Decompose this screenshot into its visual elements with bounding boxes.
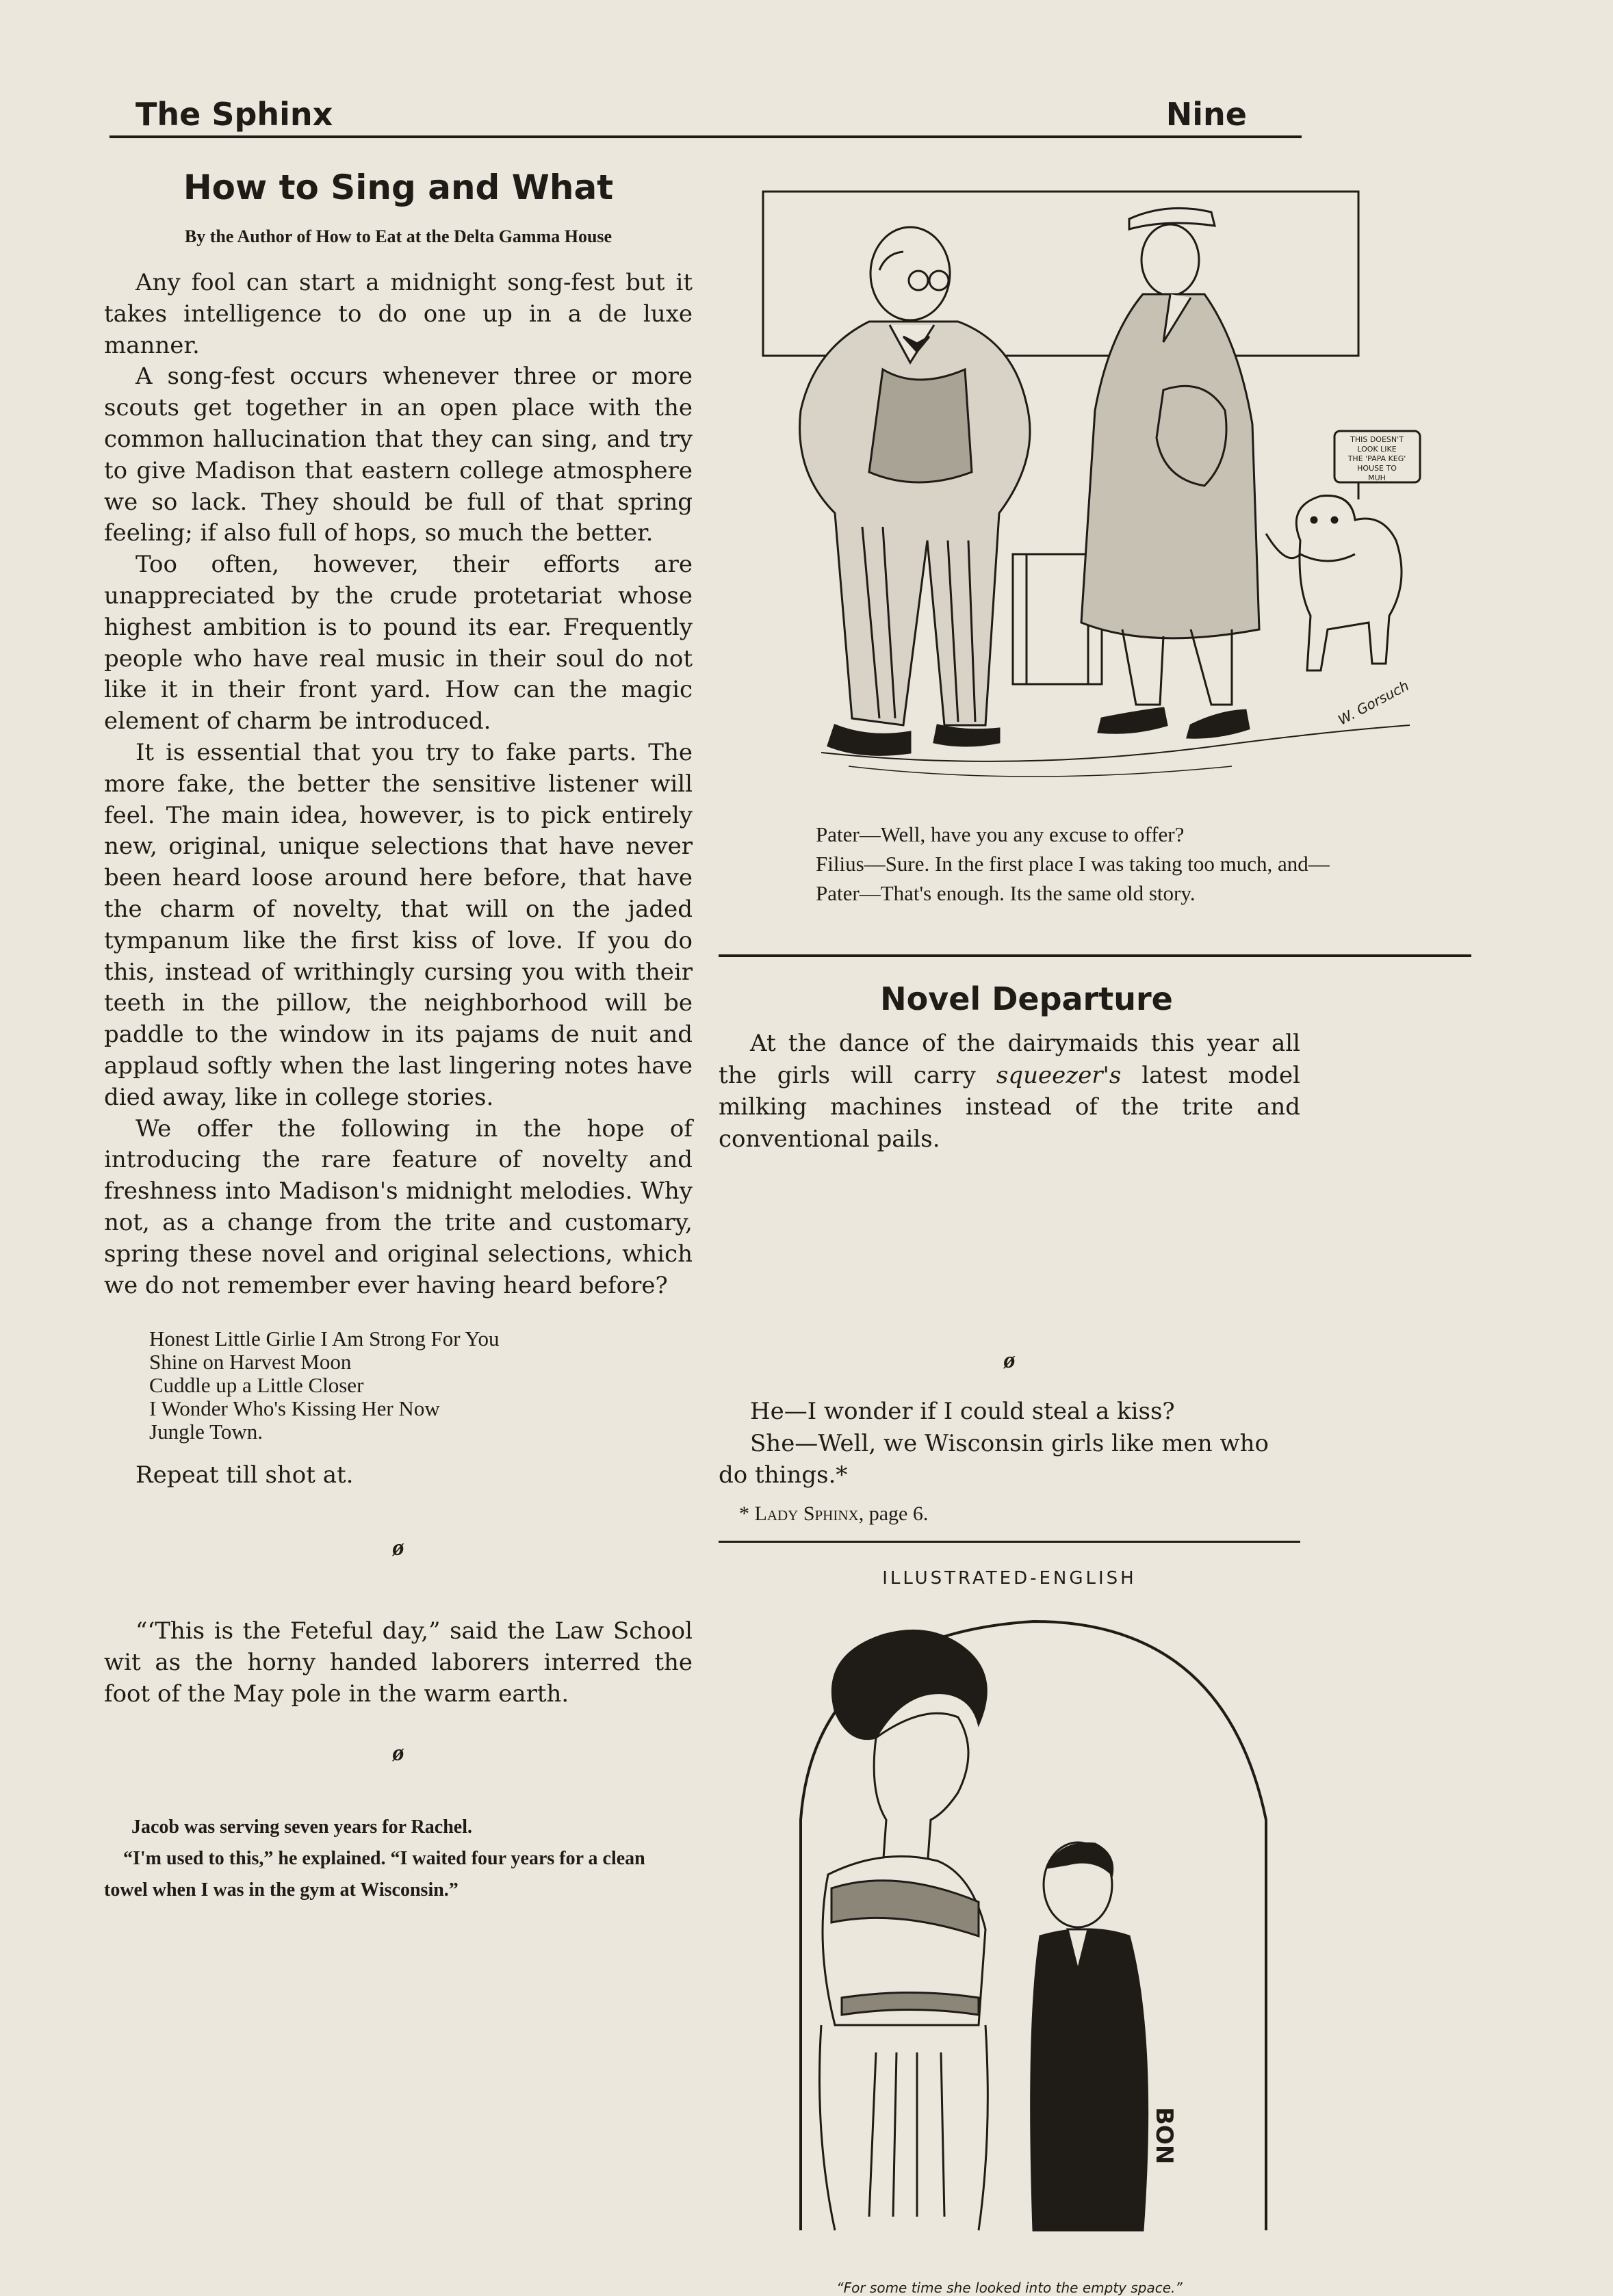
song-title: Jungle Town. xyxy=(149,1420,263,1444)
article-paragraph: Any fool can start a midnight song-fest but it takes intelligence to do one up in a de luxe manner. xyxy=(104,269,693,359)
jacob-line: “I'm used to this,” he explained. “I waited four years for a clean towel when I was in the gym at Wisconsin.” xyxy=(104,1847,645,1901)
article-paragraph: A song-fest occurs whenever three or more scouts get together in an open place with the common hallucination that they can sing, and try to give Madison that eastern college atmosphere we so lack. They should be full of that spring feeling; if also full of hops, so much the better. xyxy=(104,363,693,547)
song-title: Cuddle up a Little Closer xyxy=(149,1373,364,1398)
song-title: Honest Little Girlie I Am Strong For You xyxy=(149,1327,500,1351)
illustrated-english-cartoon xyxy=(773,1615,1362,2271)
caption-line: Pater—Well, have you any excuse to offer? xyxy=(816,822,1185,846)
article-paragraph: We offer the following in the hope of introducing the rare feature of novelty and freshness into Madison's midnight melodies. Why not, as a change from the trite and customary, spring these novel and original selections, which we do not remember ever having heard before? xyxy=(104,1114,693,1299)
leaf-divider-icon: ø xyxy=(392,1740,404,1766)
bubble-line: MUH xyxy=(1368,473,1386,482)
bubble-line: THE 'PAPA KEG' xyxy=(1347,454,1406,463)
song-title: Shine on Harvest Moon xyxy=(149,1350,352,1374)
bubble-line: HOUSE TO xyxy=(1357,464,1397,473)
cartoon-signature: W. Gorsuch xyxy=(1335,677,1412,729)
song-list xyxy=(149,1327,693,1444)
novel-text-italic: squeezer's xyxy=(996,1061,1122,1089)
page-number: Nine xyxy=(1165,96,1247,133)
footnote-page: , page 6. xyxy=(858,1502,929,1525)
footnote-source: Lady Sphinx xyxy=(754,1502,859,1525)
novel-departure-title: Novel Departure xyxy=(880,980,1173,1017)
section-rule xyxy=(719,1541,1300,1543)
section-rule xyxy=(719,954,1471,957)
article-byline: By the Author of How to Eat at the Delta Gamma House xyxy=(184,226,612,246)
kiss-line: She—Well, we Wisconsin girls like men who do things.* xyxy=(719,1429,1269,1489)
left-column xyxy=(104,164,693,1906)
pater-filius-cartoon xyxy=(739,185,1430,800)
jacob-joke xyxy=(104,1812,693,1906)
footnote-star: * xyxy=(739,1502,755,1525)
kiss-line: He—I wonder if I could steal a kiss? xyxy=(750,1398,1175,1425)
novel-text-part: latest model milking machines instead of the trite and conventional pails. xyxy=(719,1061,1300,1153)
caption-line: Filius—Sure. In the first place I was taking too much, and— xyxy=(816,852,1330,876)
article-title: How to Sing and What xyxy=(183,168,614,207)
article-body xyxy=(104,268,693,1301)
running-head xyxy=(109,96,1302,140)
may-pole-joke: “‘This is the Feteful day,” said the Law School wit as the horny handed laborers interred the foot of the May pole in the warm earth. xyxy=(104,1617,693,1708)
novel-departure-text xyxy=(719,1028,1300,1155)
leaf-divider-icon: ø xyxy=(1003,1348,1016,1373)
illustrated-caption: “For some time she looked into the empty space.” xyxy=(836,2280,1183,2296)
caption-line: Pater—That's enough. Its the same old story. xyxy=(816,881,1196,905)
illustrated-english-heading: ILLUSTRATED-ENGLISH xyxy=(882,1568,1137,1589)
article-closing: Repeat till shot at. xyxy=(136,1461,354,1489)
article-paragraph: Too often, however, their efforts are unappreciated by the crude protetariat whose highest ambition is to pound its ear. Frequently people who have real music in their soul do not like it in their front yard. How can the magic element of charm be introduced. xyxy=(104,551,693,735)
publication-name: The Sphinx xyxy=(136,96,333,133)
cartoon-caption xyxy=(787,820,1430,908)
article-paragraph: It is essential that you try to fake parts. The more fake, the better the sensitive listener will feel. The main idea, however, is to pick entirely new, original, unique selections that have never been heard loose around here before, that have the charm of novelty, that will on the jaded tympanum like the first kiss of love. If you do this, instead of writhingly cursing you with their teeth in the pillow, the neighborhood will be paddle to the window in its pajams de nuit and applaud softly when the last lingering notes have died away, like in college stories. xyxy=(104,738,693,1111)
leaf-divider-icon: ø xyxy=(392,1535,404,1561)
novel-text-part: At the dance of the dairymaids this year all the girls will carry xyxy=(719,1030,1300,1089)
cartoon-signature: BON xyxy=(1150,2107,1178,2165)
header-rule xyxy=(109,135,1302,138)
bubble-line: LOOK LIKE xyxy=(1357,445,1397,454)
kiss-joke xyxy=(719,1396,1300,1491)
song-title: I Wonder Who's Kissing Her Now xyxy=(149,1396,440,1421)
bubble-line: THIS DOESN'T xyxy=(1350,435,1404,444)
footnote xyxy=(739,1502,928,1526)
jacob-line: Jacob was serving seven years for Rachel. xyxy=(131,1816,472,1838)
